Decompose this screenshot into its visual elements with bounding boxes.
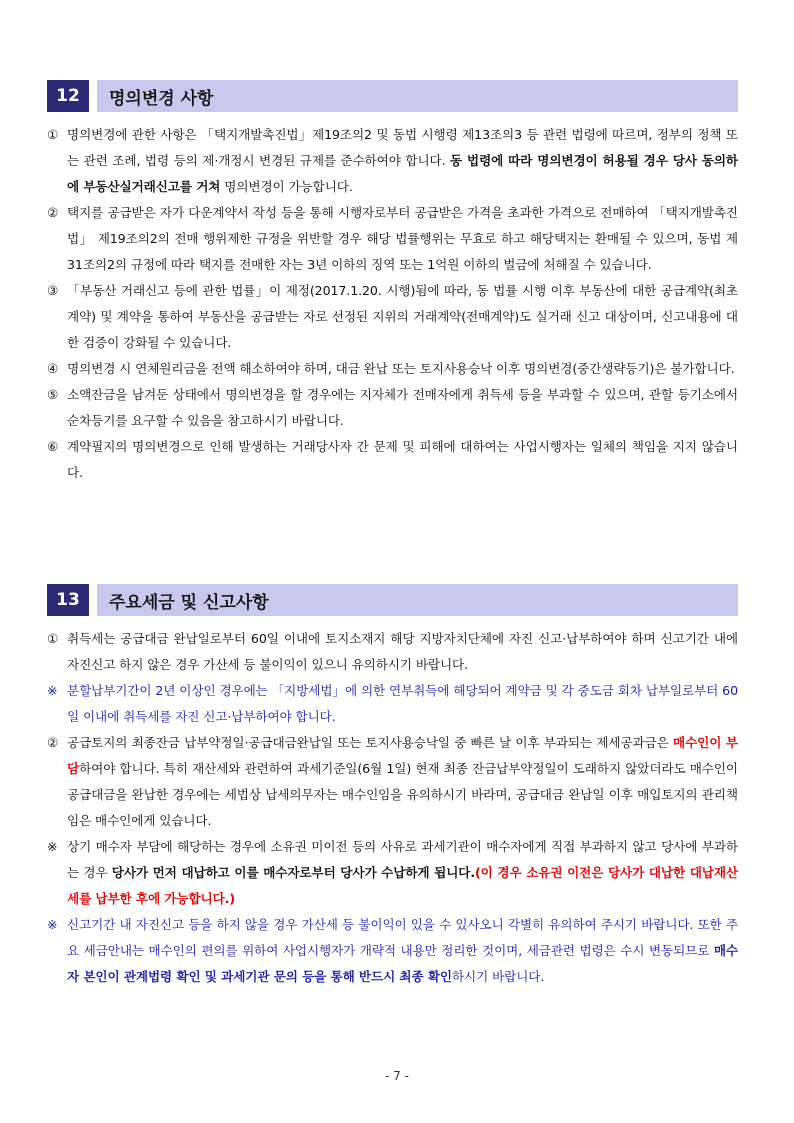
list-item xyxy=(47,382,738,434)
list-item xyxy=(47,434,738,486)
bold-notice: 매수자 본인이 관계법령 확인 및 과세기관 문의 등을 통해 반드시 최종 확인 xyxy=(67,943,738,984)
item-marker: ⑥ xyxy=(47,439,59,454)
highlight-text: 매수인이 부담 xyxy=(67,735,738,776)
note-item xyxy=(47,912,738,990)
item-marker: ② xyxy=(47,205,59,220)
section-tax xyxy=(47,584,738,990)
text-segment: 하시기 바랍니다. xyxy=(451,969,545,984)
item-text: 명의변경 시 연체원리금을 전액 해소하여야 하며, 대금 완납 또는 토지사용승낙 이후 명의변경(중간생략등기)은 불가합니다. xyxy=(67,361,735,376)
item-marker: ③ xyxy=(47,283,59,298)
item-text: 취득세는 공급대금 완납일로부터 60일 이내에 토지소재지 해당 지방자치단체에 자진 신고·납부하여야 하며 신고기간 내에 자진신고 하지 않은 경우 가산세 등 불이익이 있으니 유의하시기 바랍니다. xyxy=(67,631,738,672)
section-number: 12 xyxy=(47,80,89,112)
note-item xyxy=(47,834,738,912)
note-text: 분할납부기간이 2년 이상인 경우에는 「지방세법」에 의한 연부취득에 해당되어 계약금 및 각 중도금 회차 납부일로부터 60일 이내에 취득세를 자진 신고·납부하여야 합니다. xyxy=(67,683,738,724)
section-title: 명의변경 사항 xyxy=(97,80,738,112)
text-segment: 하여야 합니다. 특히 재산세와 관련하여 과세기준일(6월 1일) 현재 최종 잔금납부약정일이 도래하지 않았더라도 매수인이 공급대금을 완납한 경우에는 세법상 납세의무자는 매수인임을 유의하시기 바라며, 공급대금 완납일 이후 매입토지의 관리책임은 매수인에게 있습니다. xyxy=(67,761,738,828)
item-text: 택지를 공급받은 자가 다운계약서 작성 등을 통해 시행자로부터 공급받은 가격을 초과한 가격으로 전매하여 「택지개발촉진법」 제19조의2의 전매 행위제한 규정을 위반할 경우 해당 법률행위는 무효로 하고 해당택지는 환매될 수 있으며, 동법 제31조의2의 규정에 따라 택지를 전매한 자는 3년 이하의 징역 또는 1억원 이하의 벌금에 처해질 수 있습니다. xyxy=(67,205,738,272)
item-marker: ⑤ xyxy=(47,387,59,402)
item-text: 「부동산 거래신고 등에 관한 법률」이 제정(2017.1.20. 시행)됨에 따라, 동 법률 시행 이후 부동산에 대한 공급계약(최초계약) 및 계약을 통하여 부동산을 공급받는 자로 선정된 지위의 거래계약(전매계약)도 실거래 신고 대상이며, 신고내용에 대한 검증이 강화될 수 있습니다. xyxy=(67,283,738,350)
note-marker: ※ xyxy=(47,683,58,698)
note-marker: ※ xyxy=(47,917,58,932)
section-title: 주요세금 및 신고사항 xyxy=(97,584,738,616)
section-header xyxy=(47,80,738,112)
item-text: 계약필지의 명의변경으로 인해 발생하는 거래당사자 간 문제 및 피해에 대하여는 사업시행자는 일체의 책임을 지지 않습니다. xyxy=(67,439,738,480)
note-text xyxy=(67,912,738,990)
highlight-text: (이 경우 소유권 이전은 당사가 대납한 대납재산세를 납부한 후에 가능합니다.) xyxy=(67,865,738,906)
list-item xyxy=(47,626,738,678)
text-segment: 상기 매수자 부담에 해당하는 경우에 소유권 미이전 등의 사유로 과세기관이 매수자에게 직접 부과하지 않고 당사에 부과하는 경우 xyxy=(67,839,738,880)
list-item xyxy=(47,730,738,834)
item-marker: ② xyxy=(47,735,59,750)
item-text xyxy=(67,730,738,834)
text-segment: 명의변경이 가능합니다. xyxy=(220,179,353,194)
text-segment: 공급토지의 최종잔금 납부약정일·공급대금완납일 또는 토지사용승낙일 중 빠른 날 이후 부과되는 제세공과금은 xyxy=(67,735,673,750)
note-marker: ※ xyxy=(47,839,58,854)
list-item xyxy=(47,122,738,200)
bold-notice: 동 법령에 따라 명의변경이 허용될 경우 당사 동의하에 부동산실거래신고를 거쳐 xyxy=(67,153,738,194)
item-text: 소액잔금을 남겨둔 상태에서 명의변경을 할 경우에는 지자체가 전매자에게 취득세 등을 부과할 수 있으며, 관할 등기소에서 순차등기를 요구할 수 있음을 참고하시기 바랍니다. xyxy=(67,387,738,428)
item-marker: ④ xyxy=(47,361,59,376)
section-name-change xyxy=(47,80,738,486)
list-item xyxy=(47,356,738,382)
text-segment: 신고기간 내 자진신고 등을 하지 않을 경우 가산세 등 불이익이 있을 수 있사오니 각별히 유의하여 주시기 바랍니다. 또한 주요 세금안내는 매수인의 편의를 위하여 사업시행자가 개략적 내용만 정리한 것이며, 세금관련 법령은 수시 변동되므로 xyxy=(67,917,738,958)
item-marker: ① xyxy=(47,631,59,646)
note-item xyxy=(47,678,738,730)
item-marker: ① xyxy=(47,127,59,142)
page-number: - 7 - xyxy=(385,1069,409,1083)
list-item xyxy=(47,200,738,278)
note-text xyxy=(67,834,738,912)
bold-notice: 당사가 먼저 대납하고 이를 매수자로부터 당사가 수납하게 됩니다. xyxy=(111,865,476,880)
list-item xyxy=(47,278,738,356)
section-number: 13 xyxy=(47,584,89,616)
text-segment: 명의변경에 관한 사항은 「택지개발촉진법」제19조의2 및 동법 시행령 제13조의3 등 관련 법령에 따르며, 정부의 정책 또는 관련 조례, 법령 등의 제·개정시 변경된 규제를 준수하여야 합니다. xyxy=(67,127,738,168)
item-text xyxy=(67,122,738,200)
section-header xyxy=(47,584,738,616)
